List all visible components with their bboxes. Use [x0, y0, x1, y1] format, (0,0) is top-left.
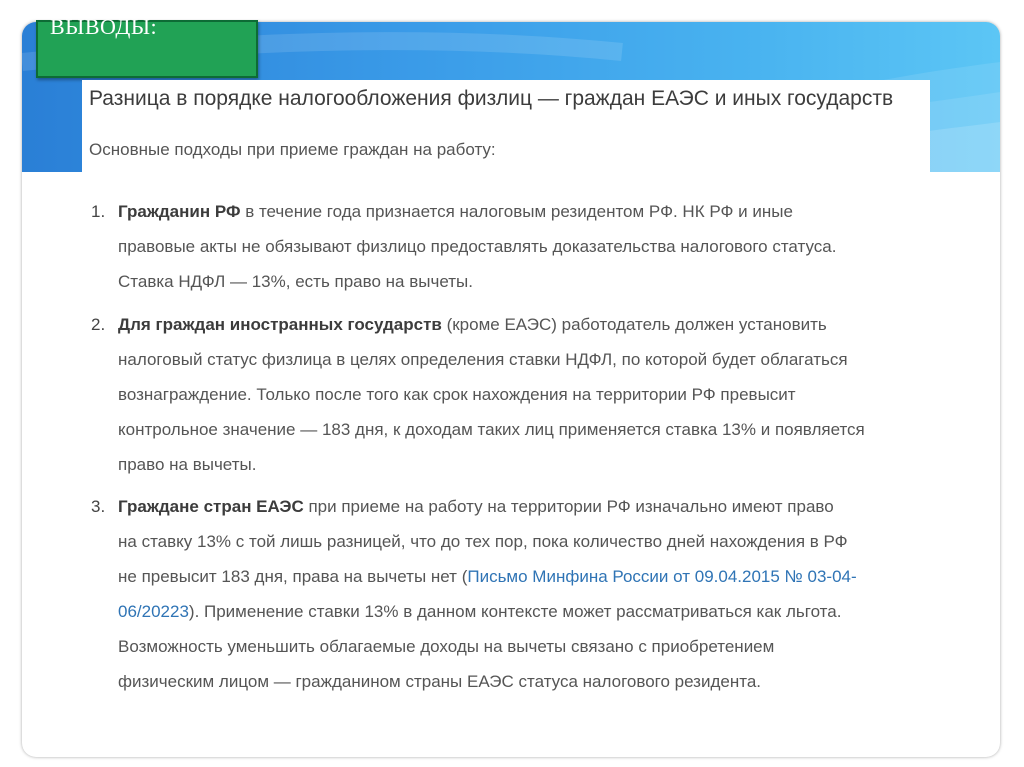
list-number: 1. [91, 202, 106, 221]
minfin-letter-link[interactable]: Письмо Минфина России от 09.04.2015 № 03-04- [467, 567, 857, 586]
list-bold-term: Гражданин РФ [118, 202, 241, 221]
list-number: 3. [91, 497, 106, 516]
list-number: 2. [91, 315, 106, 334]
content-screenshot [82, 80, 930, 720]
list-text: ). Применение ставки 13% в данном контексте может рассматриваться как льгота. [188, 602, 842, 621]
list-text: в течение года признается налоговым резидентом РФ. НК РФ и иные [240, 202, 793, 221]
intro-text: Основные подходы при приеме граждан на работу: [89, 140, 496, 159]
list-text: не превысит 183 дня, права на вычеты нет ( [118, 567, 468, 586]
list-line [118, 497, 834, 517]
slide-title: ВЫВОДЫ: [50, 14, 158, 39]
article-heading: Разница в порядке налогообложения физлиц — граждан ЕАЭС и иных государств [89, 87, 894, 110]
list-line: контрольное значение — 183 дня, к доходам таких лиц применяется ставка 13% и появляется [118, 420, 865, 439]
minfin-letter-link-cont[interactable]: 06/20223 [118, 602, 189, 621]
list-text: (кроме ЕАЭС) работодатель должен установить [441, 315, 827, 334]
list-line: Возможность уменьшить облагаемые доходы на вычеты связано с приобретением [118, 637, 775, 656]
list-line: физическим лицом — гражданином страны ЕАЭС статуса налогового резидента. [118, 672, 762, 691]
list-text: при приеме на работу на территории РФ изначально имеют право [303, 497, 834, 516]
list-line: налоговый статус физлица в целях определения ставки НДФЛ, по которой будет облагаться [118, 350, 848, 369]
list-line: правовые акты не обязывают физлицо предоставлять доказательства налогового статуса. [118, 237, 837, 256]
list-line: Ставка НДФЛ — 13%, есть право на вычеты. [118, 272, 473, 291]
list-line: на ставку 13% с той лишь разницей, что до тех пор, пока количество дней нахождения в РФ [118, 532, 848, 551]
list-line [118, 602, 841, 622]
list-line [118, 567, 857, 587]
list-line [118, 315, 827, 335]
list-bold-term: Для граждан иностранных государств [118, 315, 442, 334]
list-bold-term: Граждане стран ЕАЭС [118, 497, 304, 516]
list-line: вознаграждение. Только после того как срок нахождения на территории РФ превысит [118, 385, 796, 404]
list-line: право на вычеты. [118, 455, 257, 474]
list-line [118, 202, 793, 222]
